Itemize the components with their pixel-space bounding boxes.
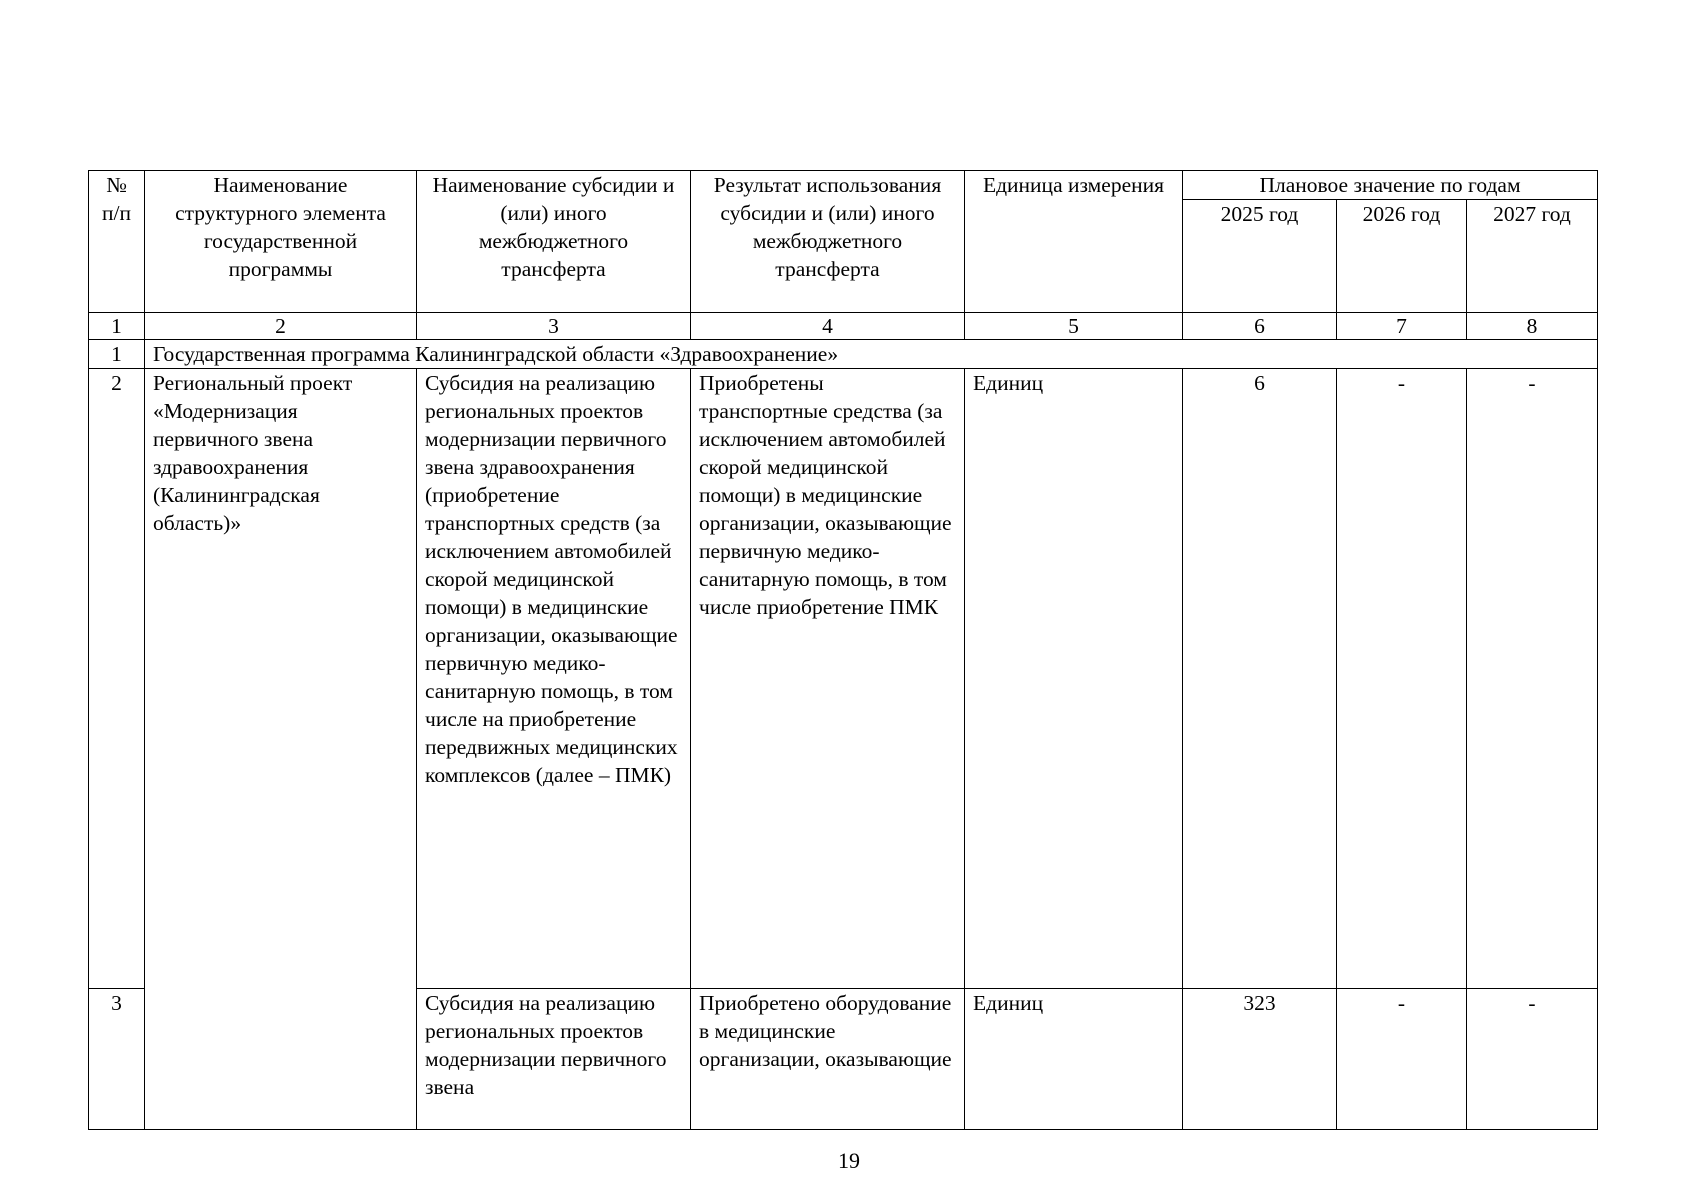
header-result: Результат использования субсидии и (или) иного межбюджетного трансферта xyxy=(691,171,965,313)
row-value-2027: - xyxy=(1467,989,1598,1130)
header-year-2027: 2027 год xyxy=(1467,200,1598,313)
row-unit: Единиц xyxy=(965,989,1183,1130)
header-row-1 xyxy=(89,171,1598,200)
table-row xyxy=(89,369,1598,989)
row-element: Региональный проект «Модернизация первичного звена здравоохранения (Калининградская область)» xyxy=(145,369,417,1130)
row-unit: Единиц xyxy=(965,369,1183,989)
row-result: Приобретено оборудование в медицинские организации, оказывающие xyxy=(691,989,965,1130)
column-number: 2 xyxy=(145,313,417,340)
header-unit: Единица измерения xyxy=(965,171,1183,313)
subsidy-table xyxy=(88,170,1598,1130)
row-num: 2 xyxy=(89,369,145,989)
program-row xyxy=(89,340,1598,369)
column-number: 3 xyxy=(417,313,691,340)
row-subsidy: Субсидия на реализацию региональных проектов модернизации первичного звена здравоохранения (приобретение транспортных средств (за исключением автомобилей скорой медицинской помощи) в медицинские организации, оказывающие первичную медико-санитарную помощь, в том числе на приобретение передвижных медицинских комплексов (далее – ПМК) xyxy=(417,369,691,989)
column-number: 7 xyxy=(1337,313,1467,340)
column-number: 4 xyxy=(691,313,965,340)
row-value-2026: - xyxy=(1337,989,1467,1130)
header-num: № п/п xyxy=(89,171,145,313)
page-number: 19 xyxy=(838,1148,860,1173)
column-number: 5 xyxy=(965,313,1183,340)
column-number: 1 xyxy=(89,313,145,340)
row-subsidy: Субсидия на реализацию региональных проектов модернизации первичного звена xyxy=(417,989,691,1130)
program-num: 1 xyxy=(89,340,145,369)
program-title: Государственная программа Калининградской области «Здравоохранение» xyxy=(145,340,1598,369)
row-value-2026: - xyxy=(1337,369,1467,989)
row-num: 3 xyxy=(89,989,145,1130)
header-element: Наименование структурного элемента государственной программы xyxy=(145,171,417,313)
row-value-2027: - xyxy=(1467,369,1598,989)
row-value-2025: 323 xyxy=(1183,989,1337,1130)
column-number: 6 xyxy=(1183,313,1337,340)
column-number: 8 xyxy=(1467,313,1598,340)
row-result: Приобретены транспортные средства (за исключением автомобилей скорой медицинской помощи) в медицинские организации, оказывающие первичную медико-санитарную помощь, в том числе приобретение ПМК xyxy=(691,369,965,989)
header-subsidy: Наименование субсидии и (или) иного межбюджетного трансферта xyxy=(417,171,691,313)
column-number-row xyxy=(89,313,1598,340)
header-year-2026: 2026 год xyxy=(1337,200,1467,313)
header-year-2025: 2025 год xyxy=(1183,200,1337,313)
row-value-2025: 6 xyxy=(1183,369,1337,989)
header-plan: Плановое значение по годам xyxy=(1183,171,1598,200)
